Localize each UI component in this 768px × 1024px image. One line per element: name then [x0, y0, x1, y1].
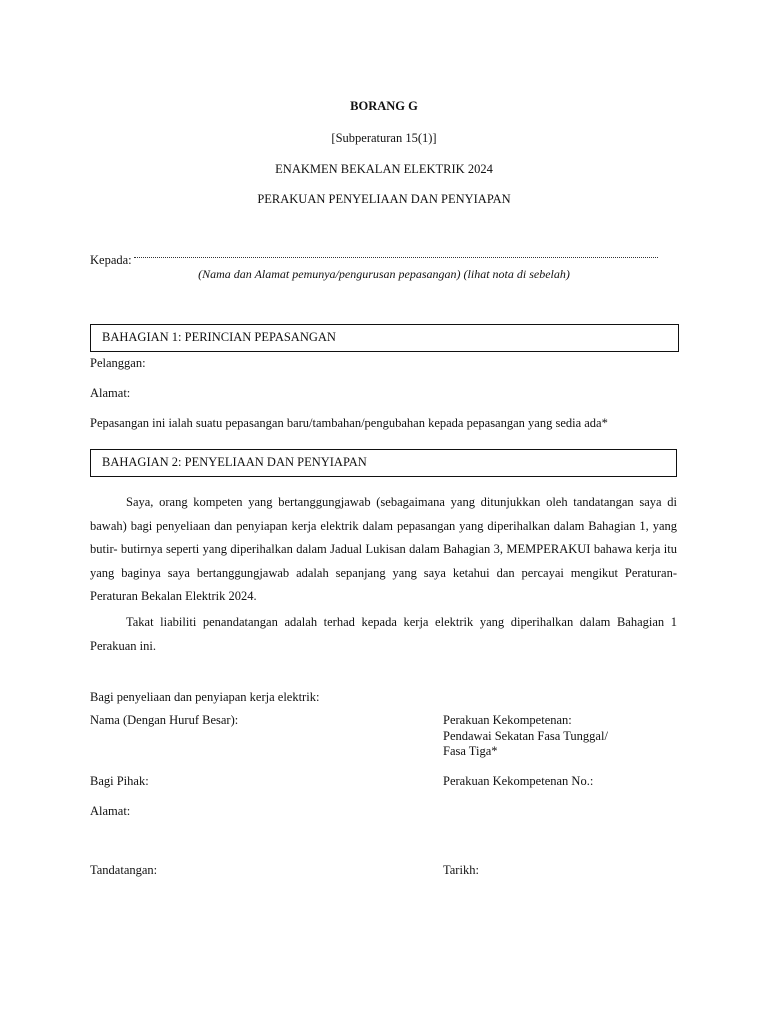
competency-number-label: Perakuan Kekompetenan No.:	[443, 774, 594, 788]
installation-statement: Pepasangan ini ialah suatu pepasangan baru/tambahan/pengubahan kepada pepasangan yang sedia ada*	[90, 416, 608, 430]
competency-label-line3: Fasa Tiga*	[443, 744, 498, 758]
regulation-reference: [Subperaturan 15(1)]	[331, 131, 437, 145]
address-label: Alamat:	[90, 386, 131, 400]
liability-paragraph: Takat liabiliti penandatangan adalah terhad kepada kerja elektrik yang diperihalkan dalam Bahagian 1 Perakuan ini.	[90, 615, 677, 653]
certificate-title: PERAKUAN PENYELIAAN DAN PENYIAPAN	[257, 192, 511, 206]
name-label: Nama (Dengan Huruf Besar):	[90, 713, 239, 727]
competency-label-line1: Perakuan Kekompetenan:	[443, 713, 572, 727]
recipient-label: Kepada:	[90, 253, 132, 267]
on-behalf-label: Bagi Pihak:	[90, 774, 149, 788]
recipient-note: (Nama dan Alamat pemunya/pengurusan pepasangan) (lihat nota di sebelah)	[198, 267, 570, 281]
part2-heading: BAHAGIAN 2: PENYELIAAN DAN PENYIAPAN	[102, 455, 367, 469]
part1-heading: BAHAGIAN 1: PERINCIAN PEPASANGAN	[102, 330, 336, 344]
enactment-title: ENAKMEN BEKALAN ELEKTRIK 2024	[275, 162, 493, 176]
competency-label	[443, 713, 608, 760]
part1-heading-box	[90, 324, 679, 352]
customer-label: Pelanggan:	[90, 356, 146, 370]
signatory-intro: Bagi penyeliaan dan penyiapan kerja elektrik:	[90, 690, 320, 704]
recipient-dotted-line	[134, 255, 658, 258]
signatory-address-label: Alamat:	[90, 804, 131, 818]
date-label: Tarikh:	[443, 863, 479, 877]
competency-label-line2: Pendawai Sekatan Fasa Tunggal/	[443, 728, 608, 743]
certification-paragraph: Saya, orang kompeten yang bertanggungjawab (sebagaimana yang ditunjukkan oleh tandatangan saya di bawah) bagi penyeliaan dan penyiapan kerja elektrik dalam pepasangan yang diperihalkan dalam Bahagian 1, yang butir- butirnya seperti yang diperihalkan dalam Jadual Lukisan dalam Bahagian 3, MEMPERAKUI bahawa kerja itu yang baginya saya bertanggungjawab adalah sepanjang yang saya ketahui dan percayai mengikut Peraturan-Peraturan Bekalan Elektrik 2024.	[90, 495, 677, 604]
form-title: BORANG G	[350, 99, 418, 113]
part2-heading-box	[90, 449, 677, 477]
signature-label: Tandatangan:	[90, 863, 158, 877]
